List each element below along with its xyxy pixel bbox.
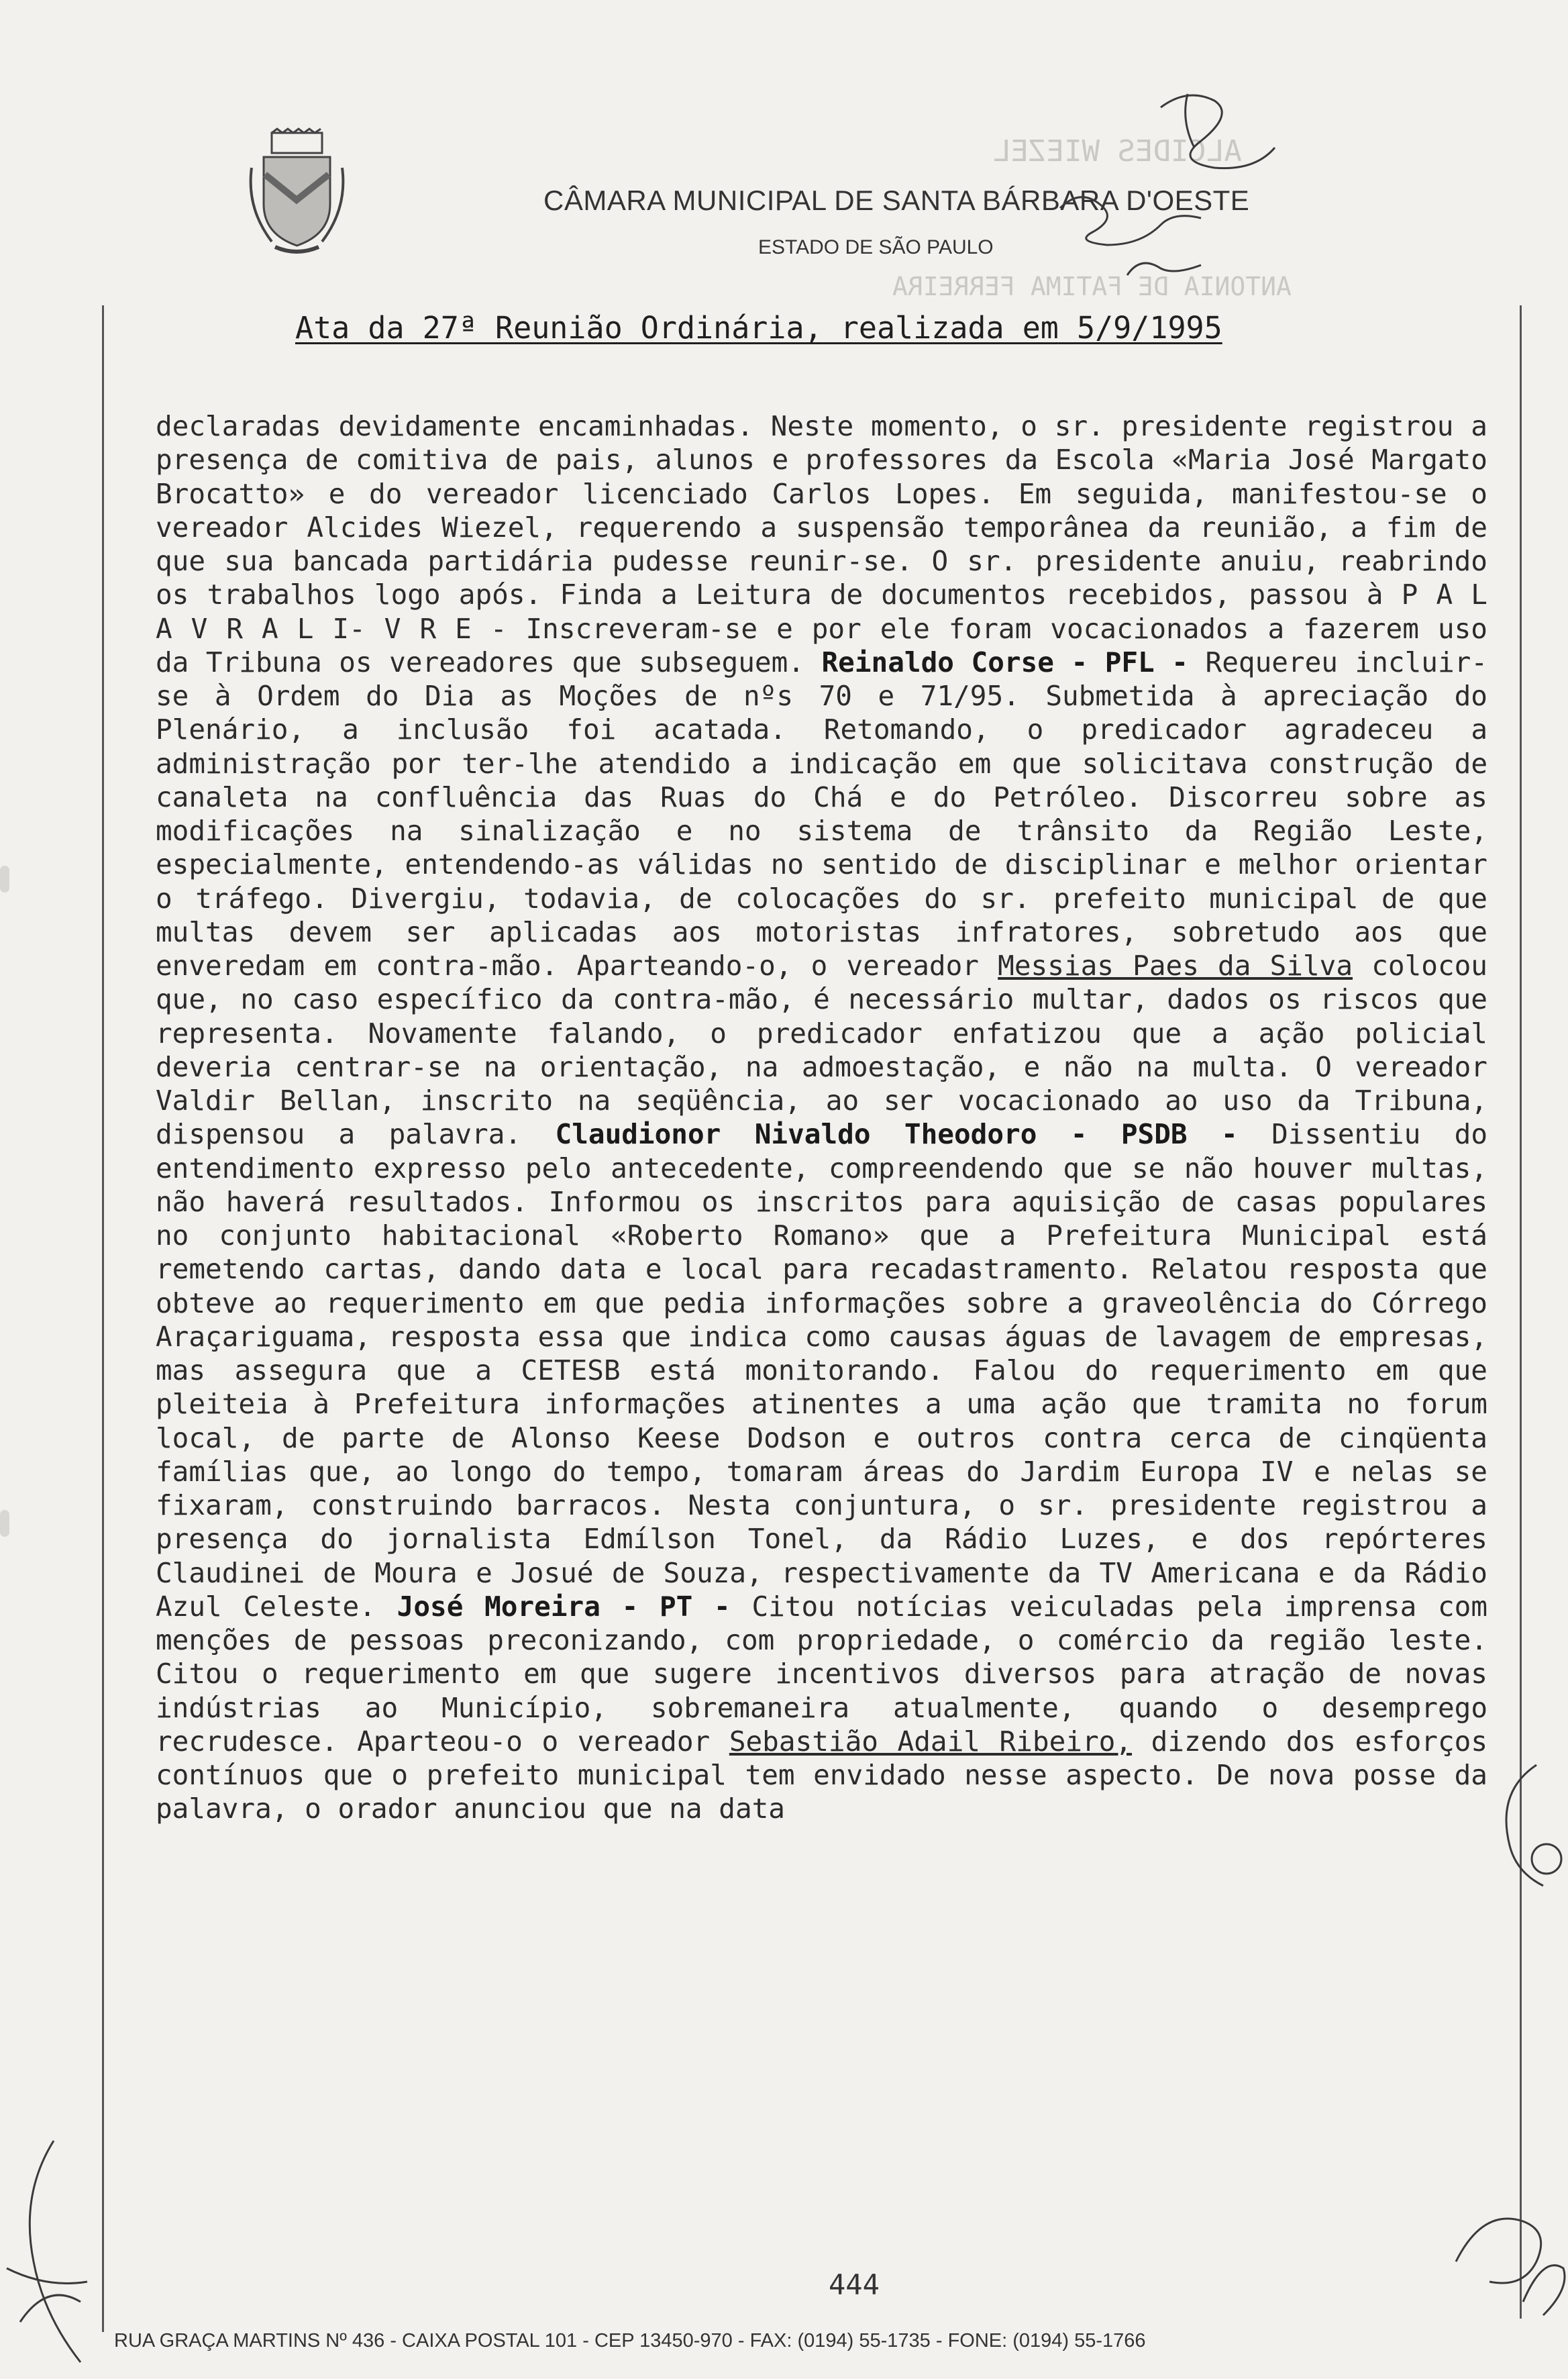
speaker-name: Claudionor Nivaldo Theodoro - PSDB -	[555, 1118, 1238, 1151]
speaker-name: Reinaldo Corse - PFL -	[821, 646, 1188, 678]
minutes-date: 5/9/1995	[1076, 310, 1222, 346]
page-frame-left	[102, 305, 104, 2332]
signature-margin-right	[1476, 1758, 1563, 1960]
page-frame-right	[1520, 305, 1522, 2319]
paragraph: Citou notícias veiculadas pela imprensa com menções de pessoas preconizando, com propriedade, o comércio da região leste. Citou o requerimento em que sugere incentivos diversos para atração de novas indústrias ao Município, sobremaneira atualmente, quando o desemprego recrudesce. Aparteou-o o vereador	[156, 1590, 1488, 1758]
paragraph: declaradas devidamente encaminhadas. Neste momento, o sr. presidente registrou a presença de comitiva de pais, alunos e professores da Escola «Maria José Margato Brocatto» e do vereador licenciado Carlos Lopes. Em seguida, manifestou-se o vereador Alcides Wiezel, requerendo a suspensão temporânea da reunião, a fim de que sua bancada partidária pudesse reunir-se. O sr. presidente anuiu, reabrindo os trabalhos logo após. Finda a Leitura de documentos recebidos, passou à	[156, 410, 1487, 611]
paragraph: dizendo dos esforços contínuos que o prefeito municipal tem envidado nesse aspecto. De nova posse da palavra, o orador anunciou que na data	[156, 1725, 1488, 1825]
punch-hole	[0, 866, 9, 893]
page-number: 444	[829, 2268, 880, 2301]
aparteante-name: Sebastião Adail Ribeiro,	[729, 1725, 1132, 1758]
minutes-title-text: Ata da 27ª Reunião Ordinária, realizada em	[295, 310, 1059, 346]
bleed-through-text: ALCIDES WIEZEL	[993, 134, 1242, 168]
signature-bottom-left	[0, 2134, 114, 2376]
state-name: ESTADO DE SÃO PAULO	[758, 236, 994, 258]
footer-address: RUA GRAÇA MARTINS Nº 436 - CAIXA POSTAL 101 - CEP 13450-970 - FAX: (0194) 55-1735 - FONE: (0194) 55-1766	[114, 2330, 1146, 2351]
speaker-name: José Moreira - PT -	[397, 1590, 731, 1623]
paragraph: - Inscreveram-se e por ele foram vocacionados a fazerem uso da Tribuna os vereadores que subseguem.	[156, 612, 1487, 678]
paragraph: Requereu incluir-se à Ordem do Dia as Moções de nºs 70 e 71/95. Submetida à apreciação do Plenário, a inclusão foi acatada. Retomando, o predicador agradeceu a administração por ter-lhe atendido a indicação em que solicitava construção de canaleta na confluência das Ruas do Chá e do Petróleo. Discorreu sobre as modificações na sinalização e no sistema de trânsito da Região Leste, especialmente, entendendo-as válidas no sentido de disciplinar e melhor orientar o tráfego. Divergiu, todavia, de colocações do sr. prefeito municipal de que multas devem ser aplicadas aos motoristas infratores, sobretudo aos que enveredam em contra-mão. Aparteando-o, o vereador	[156, 646, 1487, 982]
punch-hole	[0, 1510, 9, 1537]
paragraph: Dissentiu do entendimento expresso pelo antecedente, compreendendo que se não houver multas, não haverá resultados. Informou os inscritos para aquisição de casas populares no conjunto habitacional «Roberto Romano» que a Prefeitura Municipal está remetendo cartas, dando data e local para recadastramento. Relatou resposta que obteve ao requerimento em que pedia informações sobre a graveolência do Córrego Araçariguama, resposta essa que indica como causas águas de lavagem de empresas, mas assegura que a CETESB está monitorando. Falou do requerimento em que pleiteia à Prefeitura informações atinentes a uma ação que tramita no forum local, de parte de Alonso Keese Dodson e outros contra cerca de cinqüenta famílias que, ao longo do tempo, tomaram áreas do Jardim Europa IV e nelas se fixaram, construindo barracos. Nesta conjuntura, o sr. presidente registrou a presença do jornalista Edmílson Tonel, da Rádio Luzes, e dos repórteres Claudinei de Moura e Josué de Souza, respectivamente da TV Americana e da Rádio Azul Celeste.	[156, 1118, 1488, 1623]
signature-top	[959, 81, 1308, 295]
paragraph: colocou que, no caso específico da contra-mão, é necessário multar, dados os riscos que representa. Novamente falando, o predicador enfatizou que a ação policial deveria centrar-se na orientação, na admoestação, e não na multa. O vereador Valdir Bellan, inscrito na seqüência, ao ser vocacionado ao uso da Tribuna, dispensou a palavra.	[156, 950, 1487, 1151]
minutes-title	[295, 310, 1362, 346]
municipal-crest-icon	[245, 128, 349, 258]
aparteante-name: Messias Paes da Silva	[998, 950, 1353, 982]
signature-bottom-right	[1443, 2181, 1568, 2342]
section-heading: P A L A V R A L I- V R E	[156, 578, 1487, 645]
bleed-through-text: ANTONIA DE FATIMA FERREIRA	[892, 272, 1292, 301]
institution-name: CÂMARA MUNICIPAL DE SANTA BÁRBARA D'OESTE	[543, 185, 1250, 216]
minutes-body	[156, 409, 1487, 1826]
